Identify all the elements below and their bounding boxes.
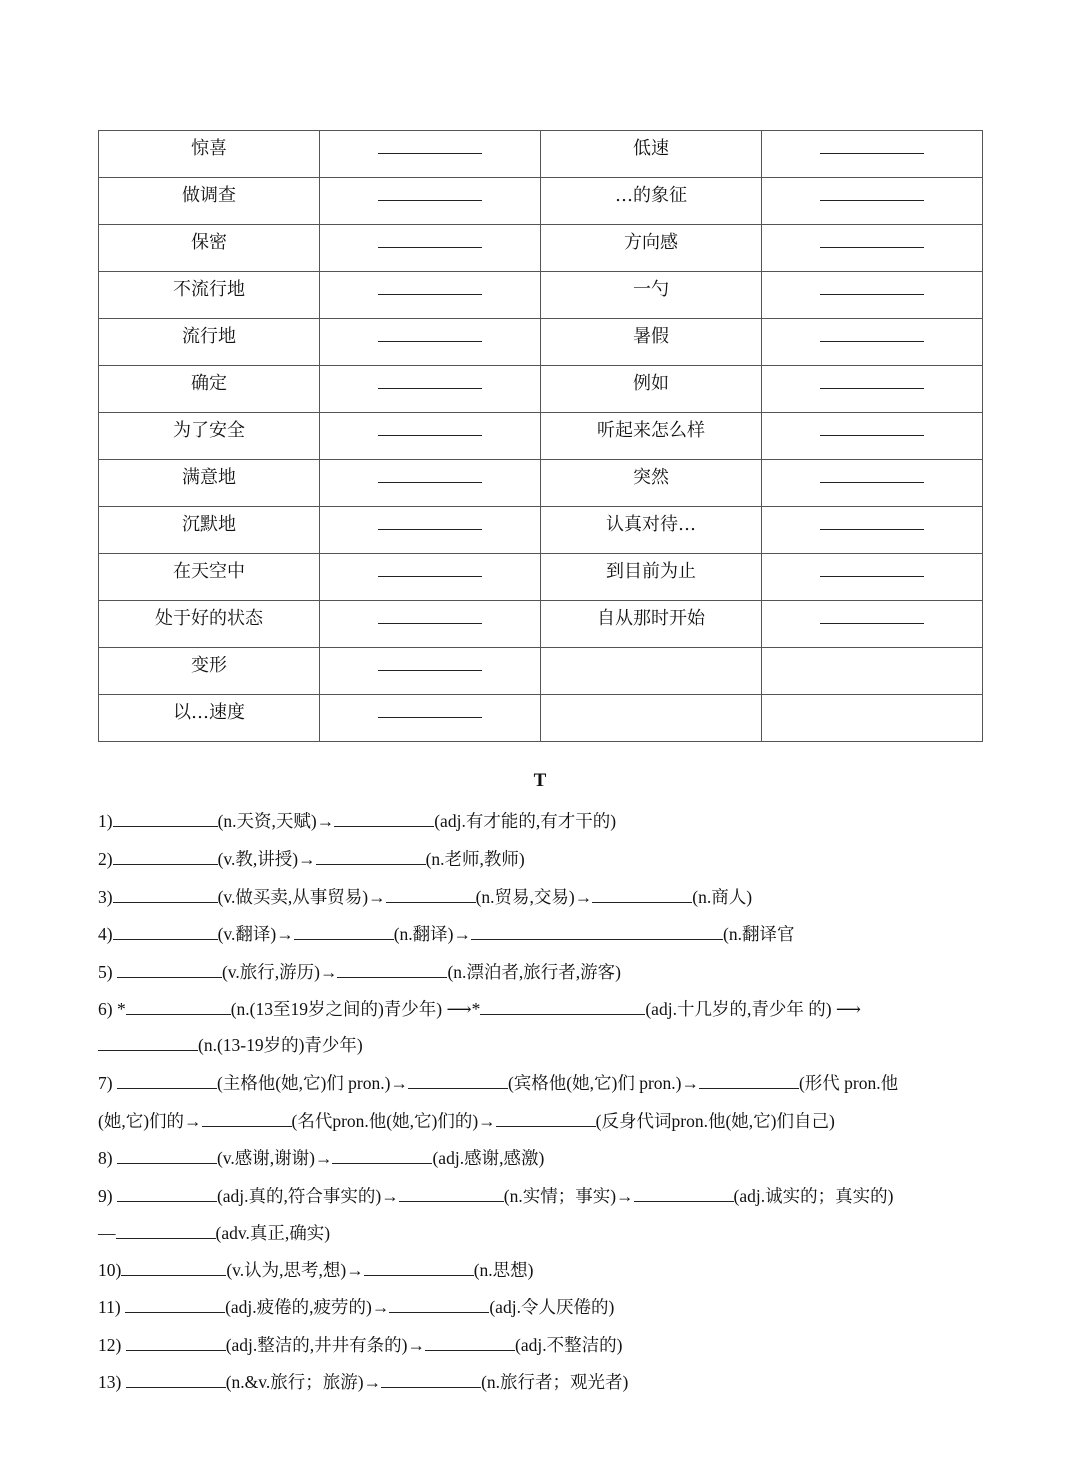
answer-blank[interactable] (386, 884, 476, 903)
answer-blank[interactable] (113, 921, 218, 940)
section-title: T (533, 770, 547, 791)
answer-blank[interactable] (202, 1108, 292, 1127)
answer-cell-right[interactable] (762, 272, 983, 319)
exercise-number: 4) (98, 924, 113, 944)
vocab-term-right: …的象征 (541, 178, 762, 225)
answer-cell-left[interactable] (320, 601, 541, 648)
answer-blank[interactable] (820, 226, 924, 248)
vocab-term-right (541, 695, 762, 742)
exercise-8 (98, 1145, 988, 1170)
answer-blank[interactable] (316, 846, 426, 865)
vocab-term-right: 低速 (541, 131, 762, 178)
answer-blank[interactable] (425, 1332, 515, 1351)
exercise-9 (98, 1183, 988, 1208)
exercise-number: 12) (98, 1335, 126, 1355)
answer-blank[interactable] (378, 414, 482, 436)
answer-blank[interactable] (378, 320, 482, 342)
vocab-row (99, 366, 983, 413)
vocab-row (99, 601, 983, 648)
vocab-row (99, 319, 983, 366)
answer-cell-right[interactable] (762, 131, 983, 178)
answer-cell-left[interactable] (320, 554, 541, 601)
exercise-hint: (n.旅行者；观光者) (481, 1372, 629, 1392)
vocab-term-left: 在天空中 (99, 554, 320, 601)
vocab-term-left: 变形 (99, 648, 320, 695)
exercise-hint: (n.思想) (473, 1260, 534, 1280)
answer-blank[interactable] (116, 1220, 216, 1239)
exercise-hint: (n.实情；事实)→ (503, 1186, 634, 1206)
exercise-number: 11) (98, 1297, 126, 1317)
exercise-number: 5) (98, 962, 117, 982)
vocab-term-right: 例如 (541, 366, 762, 413)
answer-blank[interactable] (699, 1070, 799, 1089)
answer-blank[interactable] (113, 884, 218, 903)
answer-blank[interactable] (496, 1108, 596, 1127)
answer-blank[interactable] (113, 808, 218, 827)
answer-blank[interactable] (378, 273, 482, 295)
exercise-hint: (adj.十几岁的,青少年 的) ⟶ (645, 999, 861, 1019)
vocab-row (99, 554, 983, 601)
exercise-hint: (n.翻译)→ (393, 924, 472, 944)
answer-blank[interactable] (332, 1145, 432, 1164)
exercise-hint: (n.(13至19岁之间的)青少年) ⟶* (230, 999, 481, 1019)
exercise-7 (98, 1070, 988, 1095)
answer-blank[interactable] (592, 884, 692, 903)
vocab-term-left: 惊喜 (99, 131, 320, 178)
exercise-number: 2) (98, 849, 113, 869)
answer-cell-right[interactable] (762, 413, 983, 460)
vocab-row (99, 225, 983, 272)
answer-cell-left[interactable] (320, 695, 541, 742)
vocab-term-right: 一勺 (541, 272, 762, 319)
exercise-6 (98, 996, 988, 1021)
exercise-number: 8) (98, 1148, 117, 1168)
exercise-11 (98, 1294, 988, 1319)
vocab-term-left: 保密 (99, 225, 320, 272)
answer-blank[interactable] (337, 959, 447, 978)
answer-blank[interactable] (820, 273, 924, 295)
exercise-hint: (n.翻译官 (723, 924, 795, 944)
exercise-hint: (adj.疲倦的,疲劳的)→ (225, 1297, 390, 1317)
answer-blank[interactable] (378, 602, 482, 624)
answer-blank[interactable] (378, 555, 482, 577)
answer-blank[interactable] (378, 367, 482, 389)
vocab-row (99, 131, 983, 178)
answer-blank[interactable] (471, 921, 723, 940)
answer-blank[interactable] (820, 367, 924, 389)
exercise-hint: (v.教,讲授)→ (217, 849, 316, 869)
answer-blank[interactable] (378, 649, 482, 671)
exercise-hint: (adj.真的,符合事实的)→ (216, 1186, 399, 1206)
answer-cell-left[interactable] (320, 272, 541, 319)
exercise-hint: (n.商人) (692, 887, 753, 907)
answer-blank[interactable] (98, 1032, 198, 1051)
answer-cell-left[interactable] (320, 131, 541, 178)
exercise-number: 3) (98, 887, 113, 907)
exercise-5 (98, 959, 988, 984)
vocab-term-left: 确定 (99, 366, 320, 413)
vocab-row (99, 413, 983, 460)
exercise-12 (98, 1332, 988, 1357)
answer-blank[interactable] (378, 461, 482, 483)
answer-blank[interactable] (408, 1070, 508, 1089)
answer-blank[interactable] (820, 320, 924, 342)
answer-cell-left[interactable] (320, 460, 541, 507)
vocab-term-left: 处于好的状态 (99, 601, 320, 648)
answer-blank[interactable] (126, 1369, 226, 1388)
answer-blank[interactable] (820, 602, 924, 624)
answer-cell-right[interactable] (762, 554, 983, 601)
vocab-row (99, 272, 983, 319)
vocab-term-right: 暑假 (541, 319, 762, 366)
exercise-hint: (n.天资,天赋)→ (217, 811, 335, 831)
answer-cell-right[interactable] (762, 225, 983, 272)
exercise-hint: (adj.整洁的,井井有条的)→ (225, 1335, 425, 1355)
answer-blank[interactable] (820, 508, 924, 530)
exercise-hint: (v.做买卖,从事贸易)→ (217, 887, 386, 907)
answer-blank[interactable] (117, 959, 222, 978)
exercise-number: 7) (98, 1073, 117, 1093)
answer-cell-right[interactable] (762, 319, 983, 366)
answer-blank[interactable] (378, 226, 482, 248)
vocab-row (99, 648, 983, 695)
answer-blank[interactable] (125, 1294, 225, 1313)
vocab-row (99, 178, 983, 225)
exercise-hint: (她,它)们的→ (98, 1111, 202, 1131)
answer-blank[interactable] (117, 1145, 217, 1164)
exercise-6-cont (98, 1032, 988, 1057)
answer-blank[interactable] (399, 1183, 504, 1202)
exercise-hint: (v.旅行,游历)→ (221, 962, 338, 982)
answer-cell-left[interactable] (320, 225, 541, 272)
answer-blank[interactable] (820, 414, 924, 436)
exercise-1 (98, 808, 988, 833)
vocab-term-right: 认真对待… (541, 507, 762, 554)
exercise-hint: (n.老师,教师) (425, 849, 525, 869)
answer-blank[interactable] (389, 1294, 489, 1313)
vocab-table (98, 130, 983, 742)
answer-cell-left[interactable] (320, 648, 541, 695)
vocab-term-left: 为了安全 (99, 413, 320, 460)
answer-blank[interactable] (820, 132, 924, 154)
vocab-term-right: 方向感 (541, 225, 762, 272)
exercise-hint: (形代 pron.他 (798, 1073, 899, 1093)
answer-cell-left[interactable] (320, 413, 541, 460)
answer-blank[interactable] (378, 179, 482, 201)
exercise-hint: (adj.有才能的,有才干的) (434, 811, 617, 831)
exercise-13 (98, 1369, 988, 1394)
exercise-7-cont (98, 1108, 988, 1133)
exercise-hint: (n.贸易,交易)→ (475, 887, 593, 907)
answer-cell-right[interactable] (762, 507, 983, 554)
answer-blank[interactable] (117, 1183, 217, 1202)
vocab-term-right: 突然 (541, 460, 762, 507)
vocab-term-left: 满意地 (99, 460, 320, 507)
answer-blank[interactable] (634, 1183, 734, 1202)
vocab-term-left: 流行地 (99, 319, 320, 366)
exercise-hint: (名代pron.他(她,它)们的)→ (291, 1111, 496, 1131)
vocab-term-right: 自从那时开始 (541, 601, 762, 648)
exercise-hint: (adj.感谢,感激) (432, 1148, 545, 1168)
exercise-9-cont (98, 1220, 988, 1245)
exercise-4 (98, 921, 988, 946)
answer-blank[interactable] (378, 696, 482, 718)
answer-blank[interactable] (334, 808, 434, 827)
answer-blank[interactable] (117, 1070, 217, 1089)
exercise-hint: (v.翻译)→ (217, 924, 294, 944)
exercise-number: 6) * (98, 999, 126, 1019)
answer-blank[interactable] (126, 996, 231, 1015)
exercise-2 (98, 846, 988, 871)
exercise-hint: (v.感谢,谢谢)→ (216, 1148, 333, 1168)
answer-cell-left[interactable] (320, 507, 541, 554)
exercise-hint: (adv.真正,确实) (215, 1223, 331, 1243)
vocab-row (99, 507, 983, 554)
vocab-row (99, 695, 983, 742)
exercise-number: 13) (98, 1372, 126, 1392)
answer-blank[interactable] (121, 1257, 226, 1276)
exercise-hint: (主格他(她,它)们 pron.)→ (216, 1073, 408, 1093)
answer-blank[interactable] (113, 846, 218, 865)
answer-cell-right (762, 648, 983, 695)
answer-cell-right (762, 695, 983, 742)
answer-blank[interactable] (378, 132, 482, 154)
answer-blank[interactable] (126, 1332, 226, 1351)
answer-blank[interactable] (820, 461, 924, 483)
answer-blank[interactable] (480, 996, 645, 1015)
exercise-hint: (adj.不整洁的) (515, 1335, 623, 1355)
answer-cell-left[interactable] (320, 366, 541, 413)
exercise-hint: (adj.令人厌倦的) (489, 1297, 615, 1317)
answer-blank[interactable] (820, 179, 924, 201)
answer-blank[interactable] (294, 921, 394, 940)
exercise-hint: (adj.诚实的；真实的) (733, 1186, 894, 1206)
exercise-3 (98, 884, 988, 909)
exercise-hint: (v.认为,思考,想)→ (226, 1260, 364, 1280)
answer-blank[interactable] (381, 1369, 481, 1388)
vocab-row (99, 460, 983, 507)
vocab-term-left: 沉默地 (99, 507, 320, 554)
exercise-hint: (反身代词pron.他(她,它)们自己) (595, 1111, 835, 1131)
vocab-term-right: 听起来怎么样 (541, 413, 762, 460)
exercise-hint: (宾格他(她,它)们 pron.)→ (507, 1073, 699, 1093)
answer-blank[interactable] (378, 508, 482, 530)
exercise-number: — (98, 1223, 116, 1243)
exercise-hint: (n.漂泊者,旅行者,游客) (447, 962, 622, 982)
vocab-term-left: 以…速度 (99, 695, 320, 742)
answer-cell-right[interactable] (762, 366, 983, 413)
vocab-term-left: 做调查 (99, 178, 320, 225)
answer-cell-left[interactable] (320, 178, 541, 225)
answer-blank[interactable] (364, 1257, 474, 1276)
exercise-hint: (n.&v.旅行；旅游)→ (225, 1372, 382, 1392)
vocab-term-right: 到目前为止 (541, 554, 762, 601)
answer-cell-right[interactable] (762, 601, 983, 648)
vocab-term-right (541, 648, 762, 695)
answer-cell-left[interactable] (320, 319, 541, 366)
exercise-10 (98, 1257, 988, 1282)
answer-cell-right[interactable] (762, 460, 983, 507)
vocab-term-left: 不流行地 (99, 272, 320, 319)
answer-cell-right[interactable] (762, 178, 983, 225)
exercise-hint: (n.(13-19岁的)青少年) (198, 1035, 363, 1055)
exercise-number: 9) (98, 1186, 117, 1206)
exercise-number: 10) (98, 1260, 122, 1280)
answer-blank[interactable] (820, 555, 924, 577)
exercise-number: 1) (98, 811, 113, 831)
